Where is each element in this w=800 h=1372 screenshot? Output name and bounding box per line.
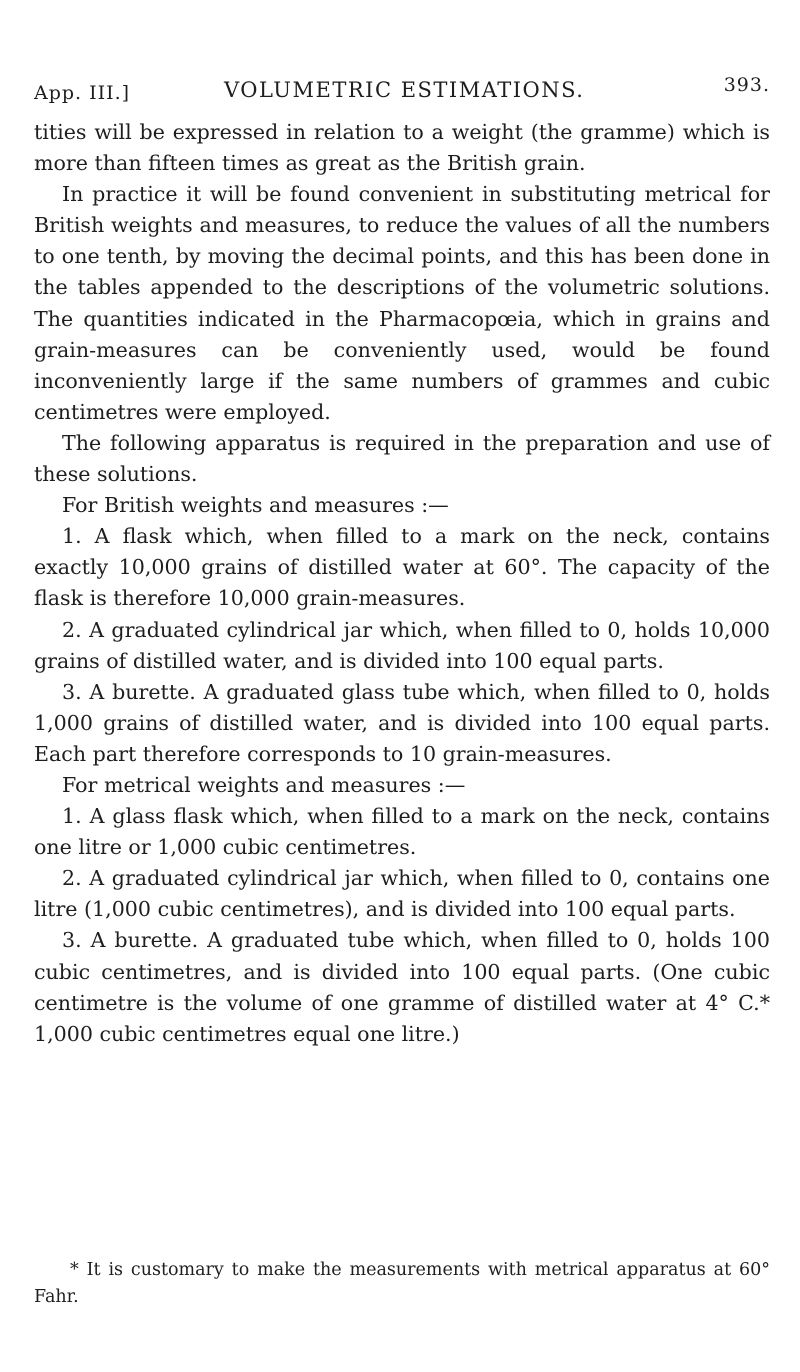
running-head: [34, 74, 770, 108]
list-item-british-jar: 2. A graduated cylindrical jar which, when filled to 0, holds 10,000 grains of distilled water, and is divided into 100 equal parts.: [34, 617, 770, 673]
list-item-british-flask: 1. A flask which, when filled to a mark on the neck, contains exactly 10,000 grains of distilled water at 60°. The capacity of the flask is therefore 10,000 grain-measures.: [34, 524, 770, 611]
paragraph-continuation: tities will be expressed in relation to a weight (the gramme) which is more than fifteen times as great as the British grain.: [34, 120, 770, 176]
page-number: 393.: [723, 74, 770, 96]
list-item-metrical-jar: 2. A graduated cylindrical jar which, when filled to 0, contains one litre (1,000 cubic centimetres), and is divided into 100 equal parts.: [34, 866, 770, 922]
paragraph-apparatus-intro: The following apparatus is required in the preparation and use of these solutions.: [34, 430, 770, 487]
body-text: [34, 117, 770, 1050]
paragraph-practice: In practice it will be found convenient in substituting metrical for British weights and measures, to reduce the values of all the numbers to one tenth, by moving the decimal points, and this has been done in the tables appended to the descriptions of the volumetric solutions. The quantities indicated in the Pharmacopœia, which in grains and grain-measures can be conveniently used, would be found inconveniently large if the same numbers of grammes and cubic centimetres were employed.: [34, 182, 770, 424]
list-item-metrical-flask: 1. A glass flask which, when filled to a mark on the neck, contains one litre or 1,000 cubic centimetres.: [34, 804, 770, 860]
list-item-metrical-burette: 3. A burette. A graduated tube which, when filled to 0, holds 100 cubic centimetres, and is divided into 100 equal parts. (One cubic centimetre is the volume of one gramme of distilled water at 4° C.* 1,000 cubic centimetres equal one litre.): [34, 928, 770, 1046]
heading-british-measures: For British weights and measures :—: [62, 493, 449, 518]
heading-metrical-measures: For metrical weights and measures :—: [62, 772, 466, 797]
running-head-title: VOLUMETRIC ESTIMATIONS.: [224, 78, 585, 102]
running-head-appendix: App. III.]: [34, 82, 131, 104]
list-item-british-burette: 3. A burette. A graduated glass tube which, when filled to 0, holds 1,000 grains of distilled water, and is divided into 100 equal parts. Each part therefore corresponds to 10 grain-measures.: [34, 679, 770, 766]
footnote: * It is customary to make the measurements with metrical apparatus at 60° Fahr.: [34, 1260, 770, 1307]
